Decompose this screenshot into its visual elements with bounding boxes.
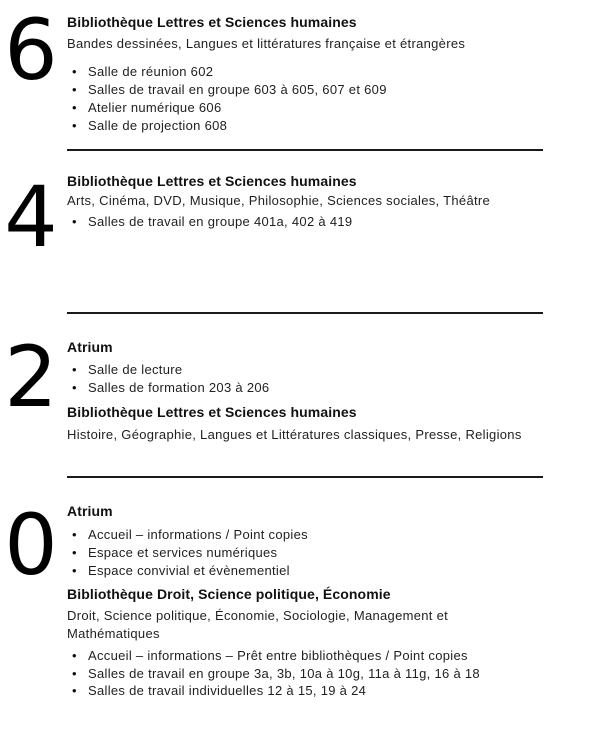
list-item xyxy=(67,81,545,99)
room-list xyxy=(67,647,545,700)
list-item xyxy=(67,361,545,379)
library-name-heading: Bibliothèque Droit, Science politique, Économie xyxy=(67,586,391,602)
list-item-text: Salle de réunion 602 xyxy=(88,64,214,79)
bullet-icon: • xyxy=(72,362,77,377)
bullet-icon: • xyxy=(72,665,77,681)
bullet-icon: • xyxy=(72,563,77,578)
list-item xyxy=(67,63,545,81)
section-divider xyxy=(67,476,543,478)
room-list xyxy=(67,63,545,135)
floor-4-section xyxy=(67,173,545,231)
floor-number-2: 2 xyxy=(4,328,56,426)
library-name-heading: Bibliothèque Lettres et Sciences humaines xyxy=(67,404,357,420)
bullet-icon: • xyxy=(72,82,77,97)
bullet-icon: • xyxy=(72,683,77,698)
collections-subtitle: Bandes dessinées, Langues et littératures française et étrangères xyxy=(67,36,466,51)
list-item xyxy=(67,526,545,544)
floor-number-4: 4 xyxy=(4,168,56,266)
floor-6-section xyxy=(67,14,545,135)
collections-subtitle: Histoire, Géographie, Langues et Littératures classiques, Presse, Religions xyxy=(67,427,522,442)
floor-number-6: 6 xyxy=(4,1,56,99)
list-item-text: Espace et services numériques xyxy=(88,545,278,560)
list-item-text: Espace convivial et évènementiel xyxy=(88,563,290,578)
list-item xyxy=(67,213,545,231)
atrium-heading: Atrium xyxy=(67,503,113,519)
atrium-heading: Atrium xyxy=(67,339,113,355)
list-item-text: Accueil – informations – Prêt entre bibliothèques / Point copies xyxy=(88,648,468,663)
list-item xyxy=(67,665,545,683)
collections-subtitle: Arts, Cinéma, DVD, Musique, Philosophie, Sciences sociales, Théâtre xyxy=(67,193,491,208)
bullet-icon: • xyxy=(72,648,77,663)
list-item xyxy=(67,647,545,665)
list-item xyxy=(67,682,545,700)
collections-subtitle: Droit, Science politique, Économie, Sociologie, Management et Mathématiques xyxy=(67,608,449,641)
bullet-icon: • xyxy=(72,214,77,229)
floor-number-0: 0 xyxy=(4,496,56,594)
section-divider xyxy=(67,312,543,314)
list-item xyxy=(67,99,545,117)
floor-0-section xyxy=(67,503,545,700)
library-name-heading: Bibliothèque Lettres et Sciences humaines xyxy=(67,14,357,30)
list-item-text: Atelier numérique 606 xyxy=(88,100,222,115)
bullet-icon: • xyxy=(72,380,77,395)
list-item xyxy=(67,562,545,580)
list-item-text: Salles de travail en groupe 3a, 3b, 10a à 10g, 11a à 11g, 16 à 18 xyxy=(88,665,480,681)
service-list xyxy=(67,526,545,580)
list-item xyxy=(67,544,545,562)
bullet-icon: • xyxy=(72,100,77,115)
list-item xyxy=(67,117,545,135)
room-list xyxy=(67,213,545,231)
list-item-text: Salles de travail en groupe 401a, 402 à 419 xyxy=(88,214,353,229)
bullet-icon: • xyxy=(72,118,77,133)
room-list xyxy=(67,361,545,397)
list-item xyxy=(67,379,545,397)
list-item-text: Salles de formation 203 à 206 xyxy=(88,380,270,395)
floor-2-section xyxy=(67,339,545,443)
bullet-icon: • xyxy=(72,545,77,560)
library-name-heading: Bibliothèque Lettres et Sciences humaines xyxy=(67,173,357,189)
bullet-icon: • xyxy=(72,527,77,542)
list-item-text: Salles de travail individuelles 12 à 15, 19 à 24 xyxy=(88,683,367,698)
section-divider xyxy=(67,149,543,151)
bullet-icon: • xyxy=(72,64,77,79)
list-item-text: Accueil – informations / Point copies xyxy=(88,527,308,542)
list-item-text: Salle de lecture xyxy=(88,362,183,377)
list-item-text: Salles de travail en groupe 603 à 605, 607 et 609 xyxy=(88,82,387,97)
list-item-text: Salle de projection 608 xyxy=(88,118,228,133)
